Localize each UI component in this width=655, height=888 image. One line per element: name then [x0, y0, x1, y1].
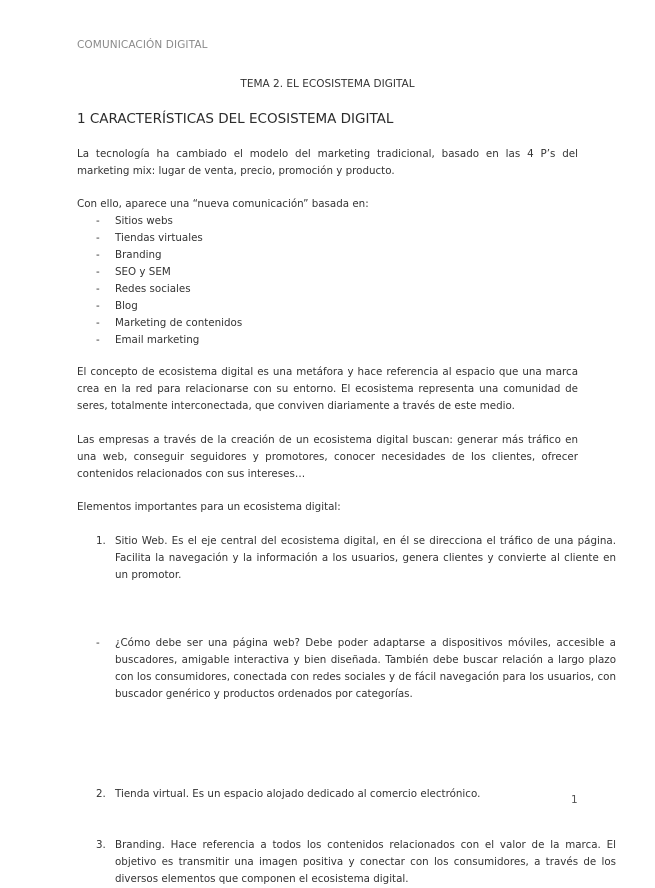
paragraph-company-goals: Las empresas a través de la creación de un ecosistema digital buscan: generar más tráfico en una web, conseguir seguidores y promotores, conocer necesidades de los clientes, ofrecer contenidos relacionados con sus intereses…: [77, 434, 578, 480]
list-item: [77, 247, 578, 264]
list-item-text: Tiendas virtuales: [115, 232, 203, 244]
list-item-text: Sitios webs: [115, 215, 173, 227]
list-item: [77, 332, 578, 349]
item-marker: 2.: [96, 788, 106, 800]
list-marker: -: [96, 317, 100, 329]
list-marker: -: [96, 249, 100, 261]
list-item-text: SEO y SEM: [115, 266, 171, 278]
item-marker: -: [96, 637, 100, 649]
paragraph-intro: La tecnología ha cambiado el modelo del marketing tradicional, basado en las 4 P’s del marketing mix: lugar de venta, precio, promoción y producto.: [77, 148, 578, 177]
item-text: Sitio Web. Es el eje central del ecosistema digital, en él se direcciona el tráfico de una página. Facilita la navegación y la información a los usuarios, genera clientes y convierte al cliente en un promotor.: [115, 535, 616, 581]
list-item: [77, 298, 578, 315]
list-marker: -: [96, 283, 100, 295]
list-item: [77, 230, 578, 247]
item-text: ¿Cómo debe ser una página web? Debe poder adaptarse a dispositivos móviles, accesible a buscadores, amigable interactiva y bien diseñada. También debe buscar relación a largo plazo con los consumidores, conectada con redes sociales y de fácil navegación para los usuarios, con buscador genérico y productos ordenados por categorías.: [115, 637, 616, 700]
numbered-item: [77, 837, 616, 888]
numbered-item: [77, 635, 616, 703]
paragraph-list-intro: Con ello, aparece una “nueva comunicación” basada en:: [77, 198, 369, 210]
item-marker: 3.: [96, 839, 106, 851]
page-number: 1: [571, 794, 578, 806]
numbered-item: [77, 533, 616, 584]
paragraph-elements-intro: Elementos importantes para un ecosistema digital:: [77, 501, 341, 513]
channels-list: [77, 213, 578, 349]
item-text: Branding. Hace referencia a todos los contenidos relacionados con el valor de la marca. El objetivo es transmitir una imagen positiva y conectar con los consumidores, a través de los diversos elementos que componen el ecosistema digital.: [115, 839, 616, 885]
list-item: [77, 213, 578, 230]
list-item-text: Blog: [115, 300, 138, 312]
list-marker: -: [96, 266, 100, 278]
list-marker: -: [96, 300, 100, 312]
list-item-text: Marketing de contenidos: [115, 317, 243, 329]
section-heading: 1 CARACTERÍSTICAS DEL ECOSISTEMA DIGITAL: [77, 111, 394, 127]
item-marker: 1.: [96, 535, 106, 547]
list-marker: -: [96, 334, 100, 346]
item-text: Tienda virtual. Es un espacio alojado dedicado al comercio electrónico.: [115, 788, 481, 800]
paragraph-ecosystem-concept: El concepto de ecosistema digital es una metáfora y hace referencia al espacio que una marca crea en la red para relacionarse con su entorno. El ecosistema representa una comunidad de seres, totalmente interconectada, que conviven diariamente a través de este medio.: [77, 366, 578, 412]
numbered-item: [77, 786, 616, 803]
list-item-text: Branding: [115, 249, 162, 261]
running-header: COMUNICACIÓN DIGITAL: [77, 39, 208, 51]
list-item: [77, 315, 578, 332]
list-item-text: Redes sociales: [115, 283, 191, 295]
list-item: [77, 281, 578, 298]
topic-title: TEMA 2. EL ECOSISTEMA DIGITAL: [240, 78, 415, 90]
list-marker: -: [96, 232, 100, 244]
list-item: [77, 264, 578, 281]
list-item-text: Email marketing: [115, 334, 200, 346]
list-marker: -: [96, 215, 100, 227]
